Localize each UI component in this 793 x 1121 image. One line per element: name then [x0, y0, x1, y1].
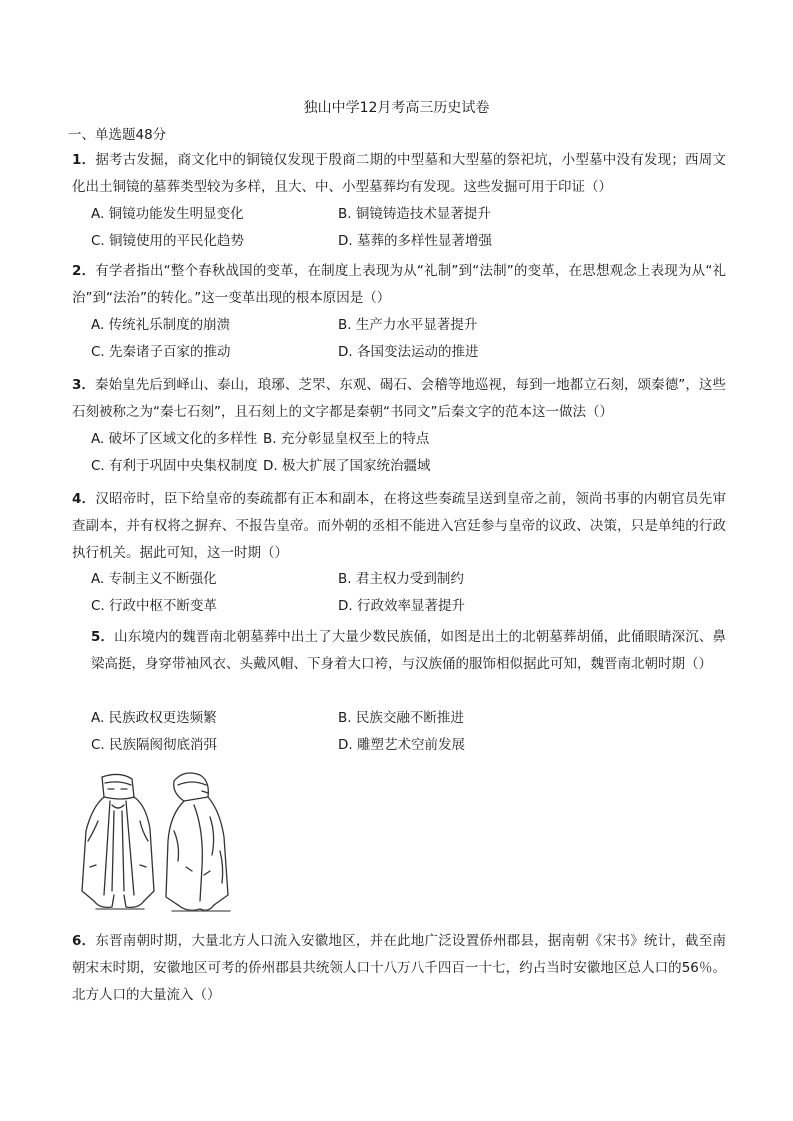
question-1 — [72, 147, 726, 201]
question-3 — [72, 372, 726, 426]
option-d: D. 雕塑艺术空前发展 — [338, 737, 465, 753]
option-a: A. 传统礼乐制度的崩溃 — [91, 317, 231, 333]
option-b: B. 生产力水平显著提升 — [338, 317, 478, 333]
option-d: D. 墓葬的多样性显著增强 — [338, 233, 492, 249]
option-c: C. 铜镜使用的平民化趋势 — [91, 233, 245, 249]
question-number: 4． — [72, 491, 96, 507]
question-5-options — [91, 705, 691, 759]
question-text: 山东境内的魏晋南北朝墓葬中出土了大量少数民族俑，如图是出土的北朝墓葬胡俑，此俑眼睛深沉、鼻梁高挺，身穿带袖风衣、头戴风帽、下身着大口袴，与汉族俑的服饰相似据此可知，魏晋南北朝时期（） — [91, 629, 726, 672]
question-text: 秦始皇先后到峄山、泰山，琅琊、芝罘、东观、碣石、会稽等地巡视，每到一地都立石刻，颂秦德”，这些石刻被称之为“秦七石刻”，且石刻上的文字都是秦朝“书同文”后秦文字的范本这一做法（） — [72, 377, 726, 420]
option-a: A. 专制主义不断强化 — [91, 571, 217, 587]
question-2 — [72, 258, 726, 312]
option-b: B. 君主权力受到制约 — [338, 571, 464, 587]
section-heading: 一、单选题48分 — [68, 127, 167, 143]
question-1-options — [91, 201, 691, 255]
option-d: D. 各国变法运动的推进 — [338, 344, 479, 360]
question-text: 东晋南朝时期，大量北方人口流入安徽地区，并在此地广泛设置侨州郡县，据南朝《宋书》统计，截至南朝宋末时期，安徽地区可考的侨州郡县共统领人口十八万八千四百一十七，约占当时安徽地区总人口的56％。北方人口的大量流入（） — [72, 933, 726, 1003]
figurine-illustration — [74, 771, 240, 917]
question-number: 2． — [72, 263, 96, 279]
question-2-options — [91, 312, 691, 366]
question-number: 6． — [72, 933, 96, 949]
question-5 — [91, 624, 726, 678]
option-c: C. 民族隔阂彻底消弭 — [91, 737, 218, 753]
question-number: 5． — [91, 629, 115, 645]
question-4-options — [91, 566, 691, 620]
option-b: B. 民族交融不断推进 — [338, 710, 464, 726]
option-a: A. 破坏了区域文化的多样性 — [91, 431, 258, 447]
question-text: 有学者指出“整个春秋战国的变革，在制度上表现为从“礼制”到“法制”的变革，在思想观念上表现为从“礼治”到“法治”的转化。”这一变革出现的根本原因是（） — [72, 263, 726, 306]
option-a: A. 民族政权更迭频繁 — [91, 710, 217, 726]
question-number: 1． — [72, 152, 96, 168]
question-number: 3． — [72, 377, 96, 393]
option-a: A. 铜镜功能发生明显变化 — [91, 206, 244, 222]
figurine-front-view — [82, 774, 154, 909]
question-3-options — [91, 426, 691, 480]
question-4 — [72, 486, 726, 567]
page-title: 独山中学12月考高三历史试卷 — [303, 100, 490, 116]
question-text: 汉昭帝时，臣下给皇帝的奏疏都有正本和副本，在将这些奏疏呈送到皇帝之前，领尚书事的内朝官员先审查副本，并有权将之摒弃、不报告皇帝。而外朝的丞相不能进入宫廷参与皇帝的议政、决策，只是单纯的行政执行机关。据此可知，这一时期（） — [72, 491, 726, 561]
option-c: C. 有利于巩固中央集权制度 — [91, 458, 258, 474]
option-c: C. 行政中枢不断变革 — [91, 598, 218, 614]
figurine-side-view — [166, 773, 230, 911]
option-b: B. 充分彰显皇权至上的特点 — [263, 431, 430, 447]
question-text: 据考古发掘，商文化中的铜镜仅发现于殷商二期的中型墓和大型墓的祭祀坑，小型墓中没有发现；西周文化出土铜镜的墓葬类型较为多样，且大、中、小型墓葬均有发现。这些发掘可用于印证（） — [72, 152, 726, 195]
question-6 — [72, 928, 726, 1009]
option-d: D. 行政效率显著提升 — [338, 598, 465, 614]
option-d: D. 极大扩展了国家统治疆域 — [263, 458, 431, 474]
option-b: B. 铜镜铸造技术显著提升 — [338, 206, 491, 222]
option-c: C. 先秦诸子百家的推动 — [91, 344, 231, 360]
